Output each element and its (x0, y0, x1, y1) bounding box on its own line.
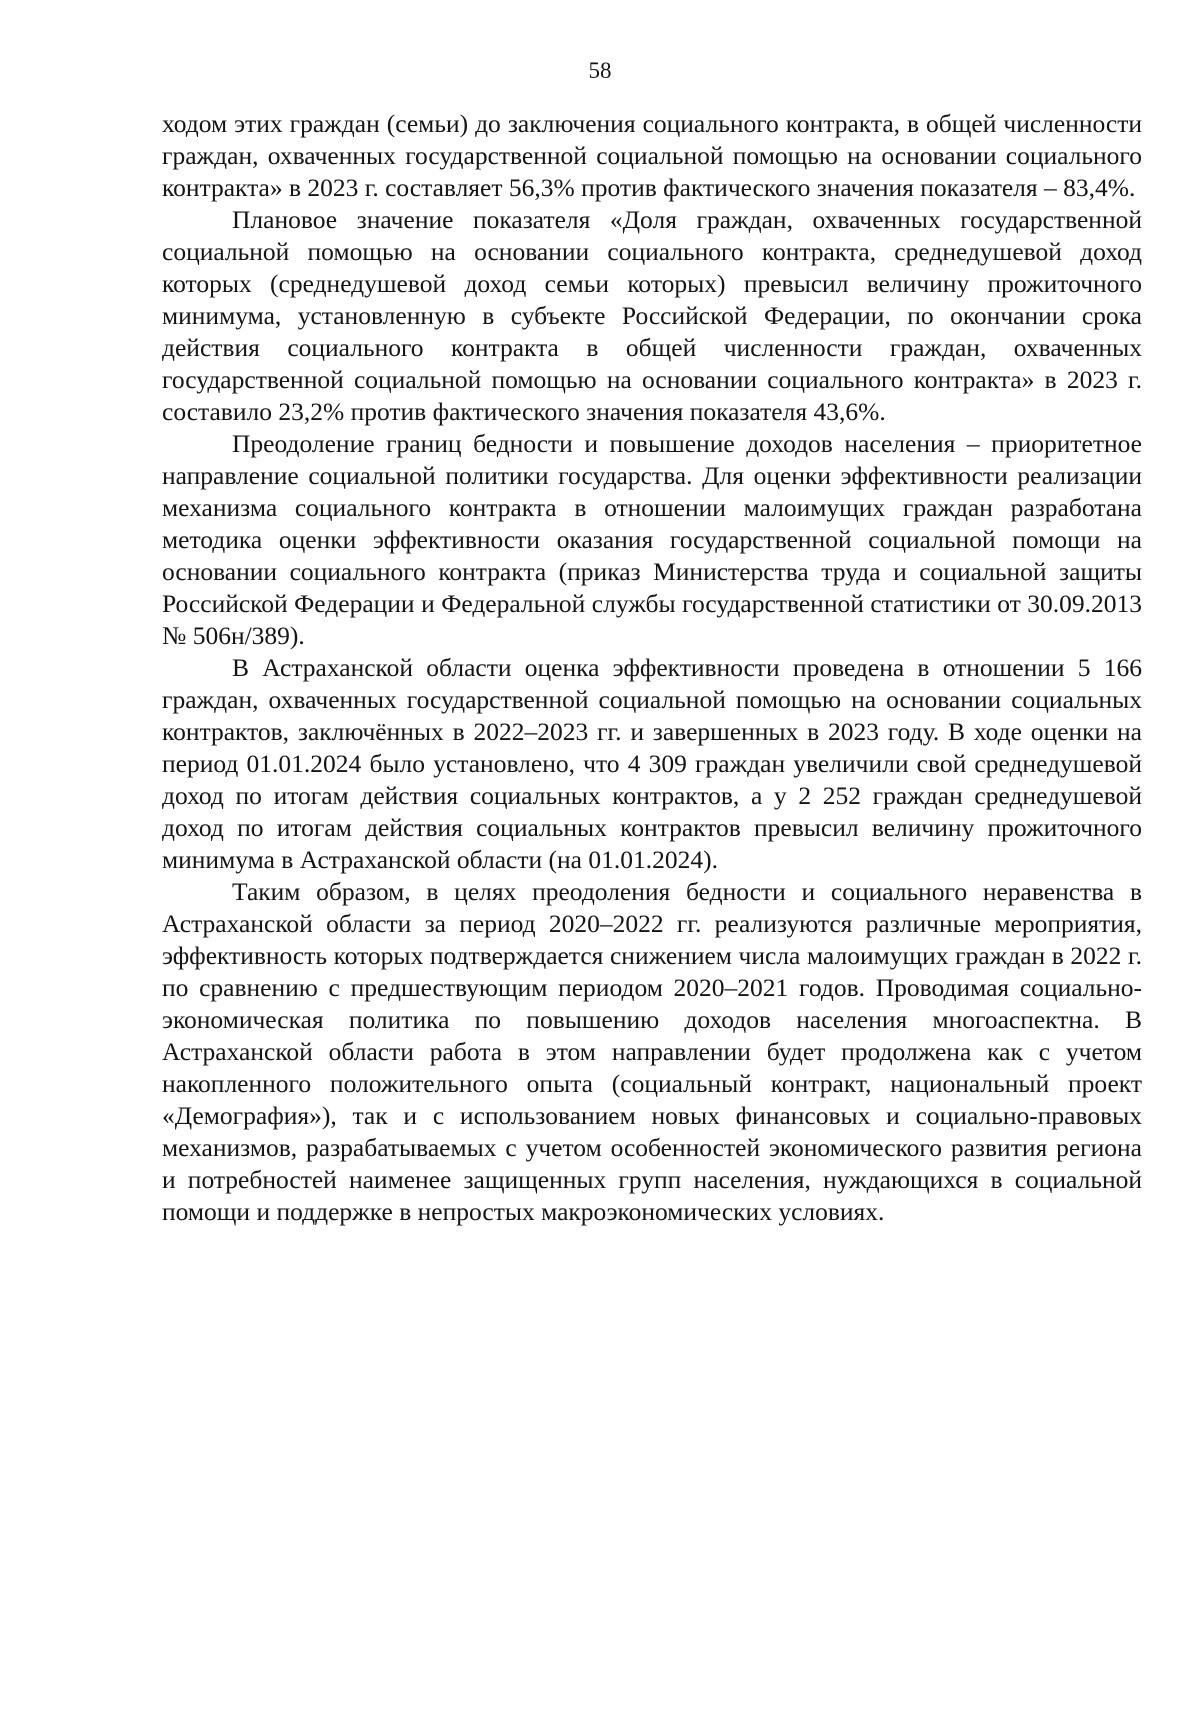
paragraph-poverty-reduction: Преодоление границ бедности и повышение доходов населения – приоритетное направление социальной политики государства. Для оценки эффективности реализации механизма социального контракта в отношении малоимущих граждан разработана методика оценки эффективности оказания государственной социальной помощи на основании социального контракта (приказ Министерства труда и социальной защиты Российской Федерации и Федеральной службы государственной статистики от 30.09.2013 № 506н/389). (162, 429, 1142, 650)
document-body (162, 108, 1142, 1228)
paragraph-conclusion: Таким образом, в целях преодоления бедности и социального неравенства в Астраханской области за период 2020–2022 гг. реализуются различные мероприятия, эффективность которых подтверждается снижением числа малоимущих граждан в 2022 г. по сравнению с предшествующим периодом 2020–2021 годов. Проводимая социально-экономическая политика по повышению доходов населения многоаспектна. В Астраханской области работа в этом направлении будет продолжена как с учетом накопленного положительного опыта (социальный контракт, национальный проект «Демография»), так и с использованием новых финансовых и социально-правовых механизмов, разрабатываемых с учетом особенностей экономического развития региона и потребностей наименее защищенных групп населения, нуждающихся в социальной помощи и поддержке в непростых макроэкономических условиях. (162, 877, 1142, 1226)
paragraph-astrakhan-assessment: В Астраханской области оценка эффективности проведена в отношении 5 166 граждан, охваченных государственной социальной помощью на основании социальных контрактов, заключённых в 2022–2023 гг. и завершенных в 2023 году. В ходе оценки на период 01.01.2024 было установлено, что 4 309 граждан увеличили свой среднедушевой доход по итогам действия социальных контрактов, а у 2 252 граждан среднедушевой доход по итогам действия социальных контрактов превысил величину прожиточного минимума в Астраханской области (на 01.01.2024). (162, 653, 1142, 874)
page-number: 58 (588, 58, 612, 83)
paragraph-continuation: ходом этих граждан (семьи) до заключения социального контракта, в общей численности граждан, охваченных государственной социальной помощью на основании социального контракта» в 2023 г. составляет 56,3% против фактического значения показателя – 83,4%. (162, 109, 1142, 202)
paragraph-planned-indicator: Плановое значение показателя «Доля граждан, охваченных государственной социальной помощью на основании социального контракта, среднедушевой доход которых (среднедушевой доход семьи которых) превысил величину прожиточного минимума, установленную в субъекте Российской Федерации, по окончании срока действия социального контракта в общей численности граждан, охваченных государственной социальной помощью на основании социального контракта» в 2023 г. составило 23,2% против фактического значения показателя 43,6%. (162, 205, 1142, 426)
